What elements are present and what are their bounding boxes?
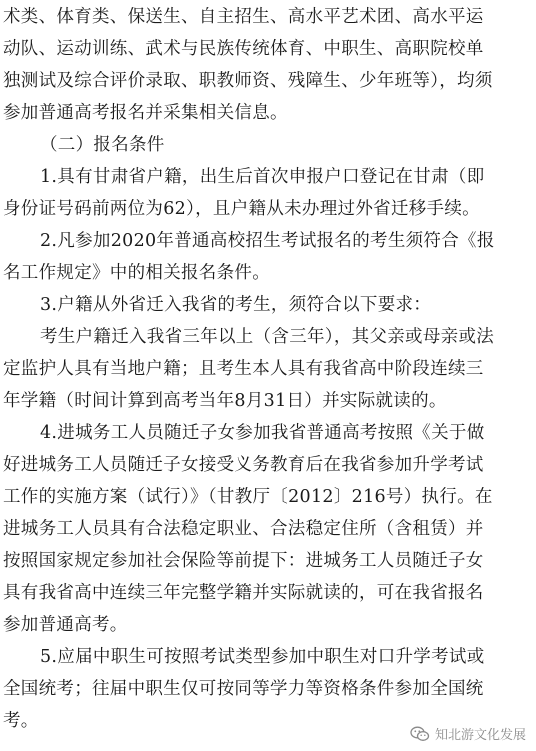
text-line: 2.凡参加2020年普通高校招生考试报名的考生须符合《报: [40, 231, 495, 251]
text-line: 动队、运动训练、武术与民族传统体育、中职生、高职院校单: [3, 39, 484, 59]
text-line: 5.应届中职生可按照考试类型参加中职生对口升学考试或: [40, 647, 485, 667]
wechat-icon: [410, 726, 430, 742]
watermark: [410, 724, 526, 743]
text-line: 身份证号码前两位为62），且户籍从未办理过外省迁移手续。: [3, 199, 480, 219]
text-line: 按照国家规定参加社会保险等前提下：进城务工人员随迁子女: [3, 551, 484, 571]
text-line: 1.具有甘肃省户籍，出生后首次申报户口登记在甘肃（即: [40, 167, 485, 187]
watermark-text: 知北游文化发展: [434, 728, 526, 743]
text-line: 参加普通高考。: [3, 615, 128, 635]
text-line: 名工作规定》中的相关报名条件。: [3, 263, 270, 283]
text-line: 考生户籍迁入我省三年以上（含三年），其父亲或母亲或法: [40, 327, 495, 347]
text-line: 考。: [3, 711, 39, 731]
text-line: 3.户籍从外省迁入我省的考生，须符合以下要求：: [40, 295, 432, 315]
text-line: 独测试及综合评价录取、职教师资、残障生、少年班等），均须: [3, 71, 493, 91]
text-line: 好进城务工人员随迁子女接受义务教育后在我省参加升学考试: [3, 455, 484, 475]
text-line: 年学籍（时间计算到高考当年8月31日）并实际就读的。: [3, 391, 447, 411]
text-line: 定监护人具有当地户籍；且考生本人具有我省高中阶段连续三: [3, 359, 484, 379]
text-line: 工作的实施方案（试行）》（甘教厅〔2012〕216号）执行。在: [3, 487, 493, 507]
text-line: 全国统考；往届中职生仅可按同等学力等资格条件参加全国统: [3, 679, 484, 699]
text-line: 参加普通高考报名并采集相关信息。: [3, 103, 288, 123]
text-line: 4.进城务工人员随迁子女参加我省普通高考按照《关于做: [40, 423, 485, 443]
section-heading: （二）报名条件: [40, 135, 165, 155]
text-line: 术类、体育类、保送生、自主招生、高水平艺术团、高水平运: [3, 7, 484, 27]
text-line: 进城务工人员具有合法稳定职业、合法稳定住所（含租赁）并: [3, 519, 484, 539]
text-line: 具有我省高中连续三年完整学籍并实际就读的，可在我省报名: [3, 583, 484, 603]
